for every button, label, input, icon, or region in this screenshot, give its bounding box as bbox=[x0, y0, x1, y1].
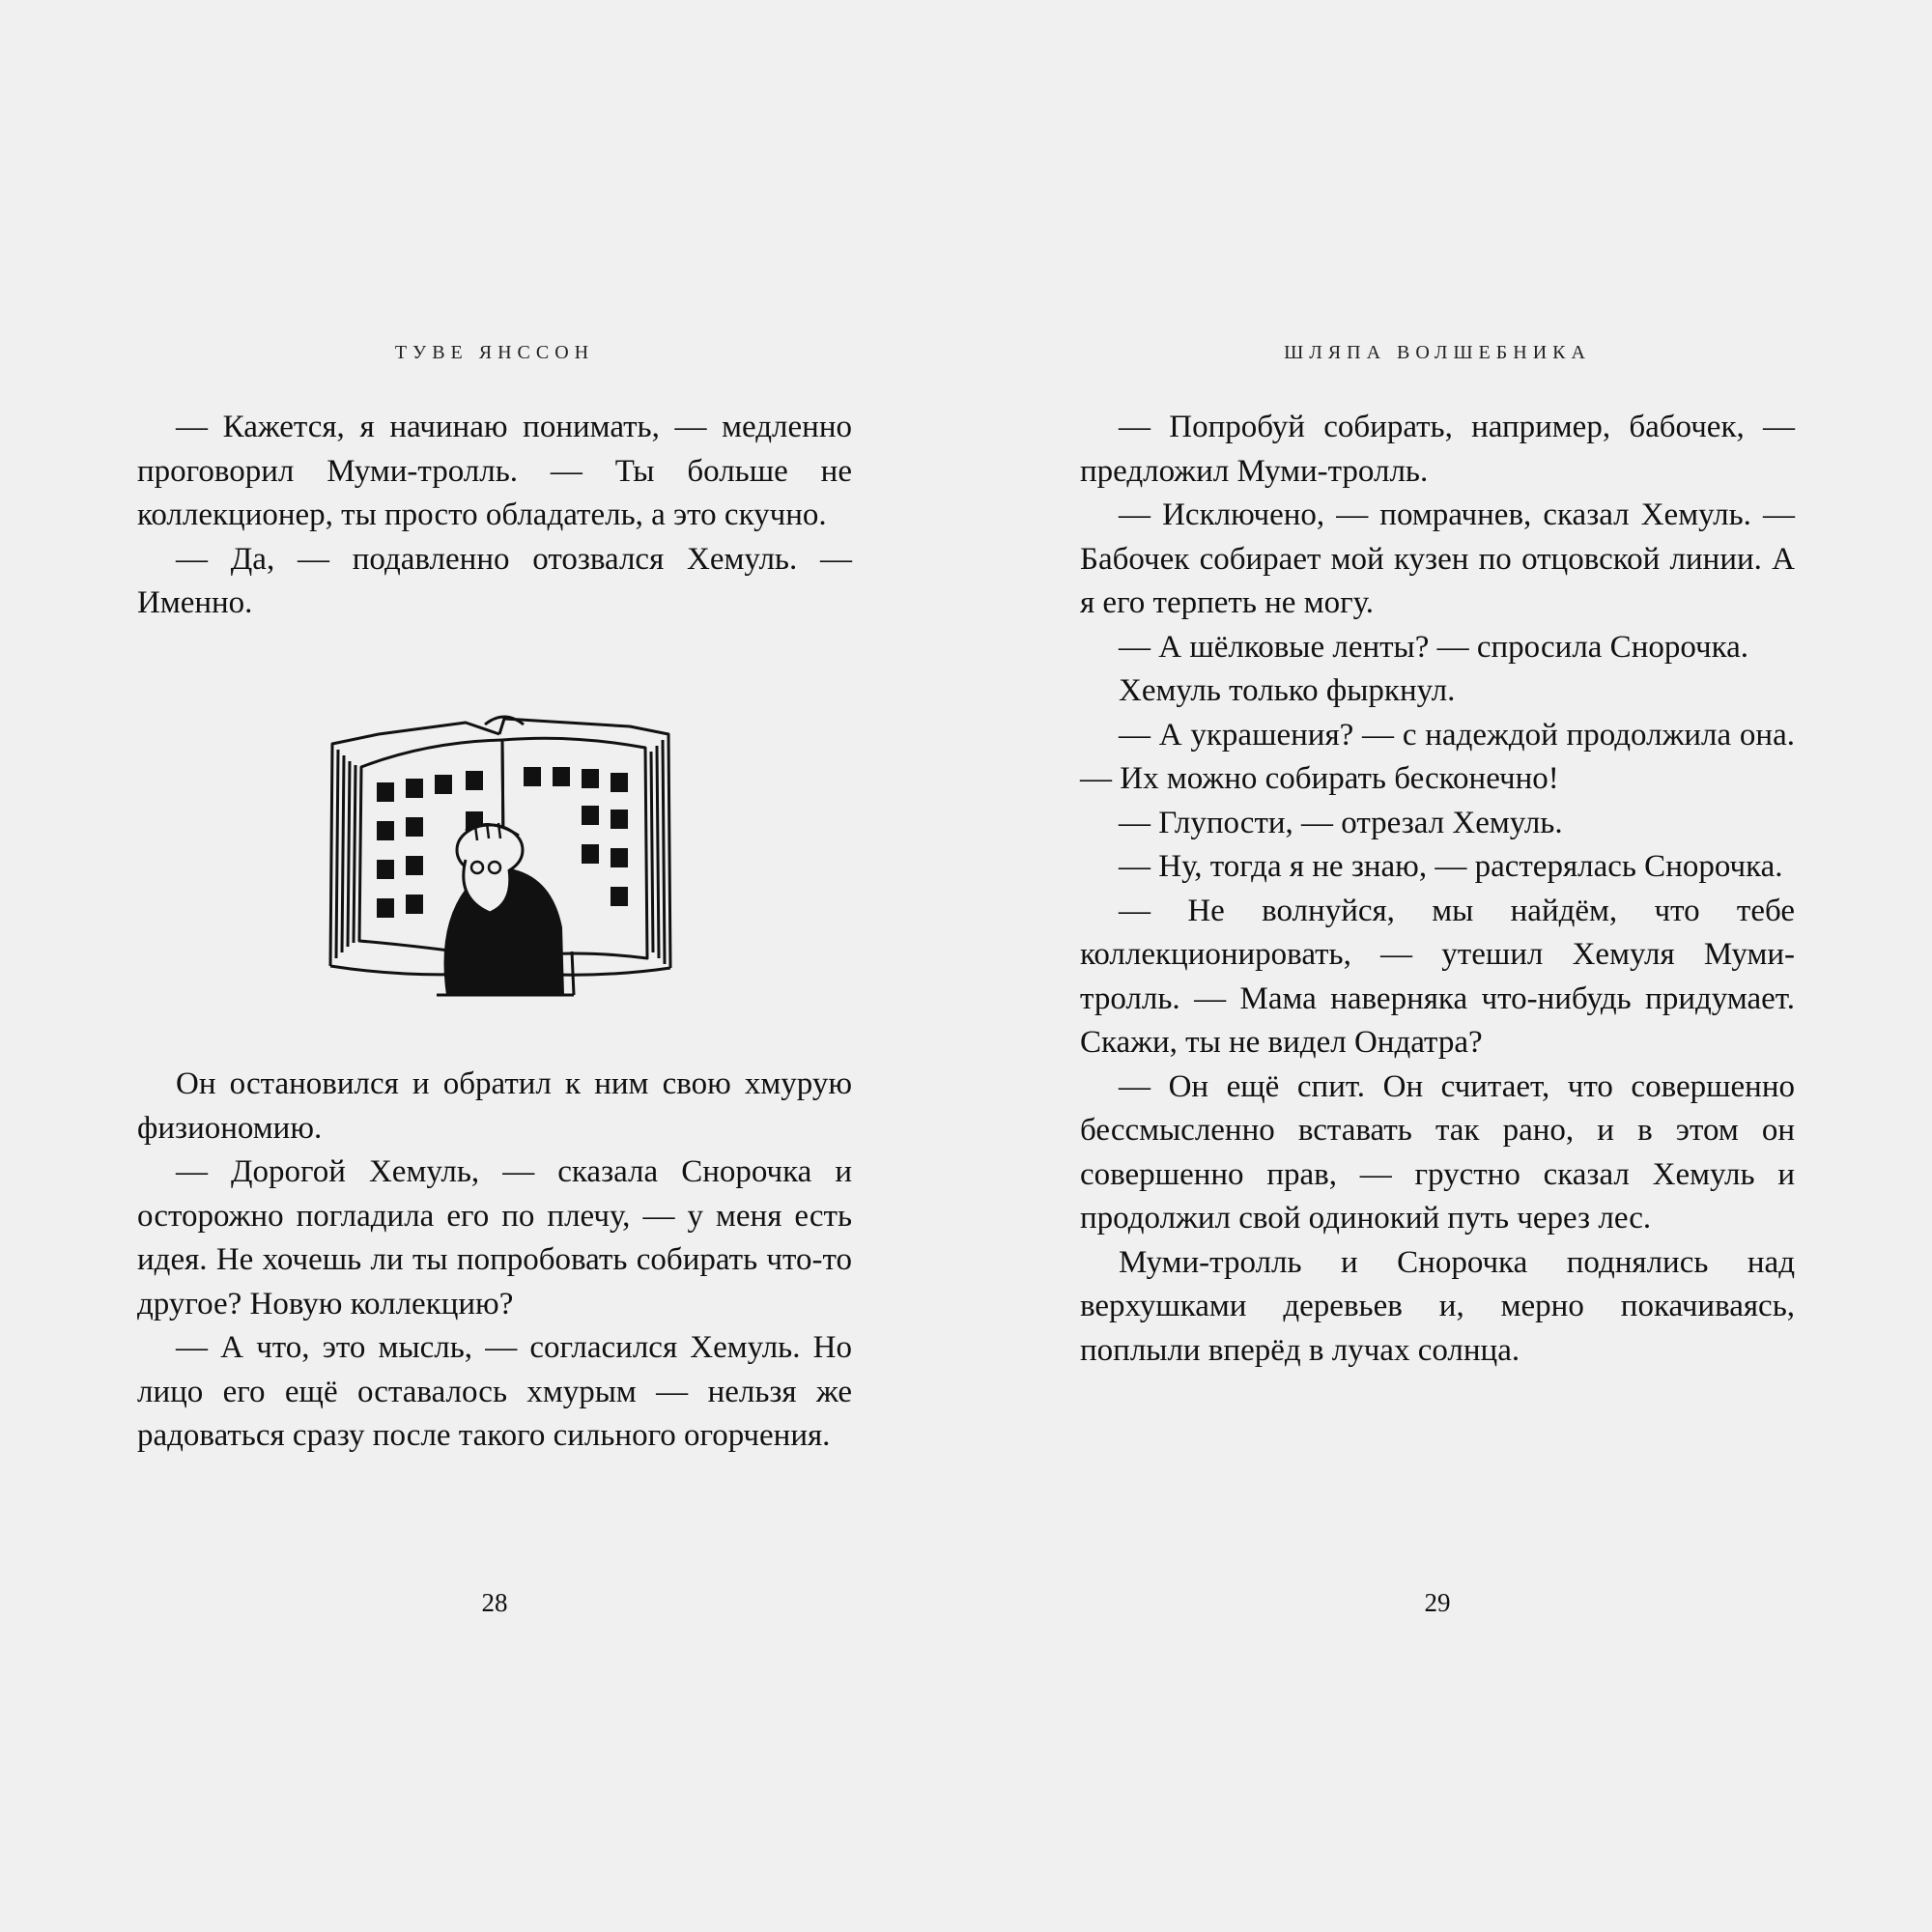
paragraph: Муми-тролль и Снорочка поднялись над верхушками деревьев и, мерно покачиваясь, поплыли вперёд в лучах солнца. bbox=[1080, 1244, 1795, 1368]
left-text-bottom bbox=[137, 1063, 852, 1459]
paragraph: — Ну, тогда я не знаю, — растерялась Снорочка. bbox=[1119, 849, 1783, 884]
right-text bbox=[1080, 406, 1795, 1373]
running-head-author: ТУВЕ ЯНССОН bbox=[394, 342, 595, 363]
paragraph: — Он ещё спит. Он считает, что совершенно бессмысленно вставать так рано, и в этом он совершенно прав, — грустно сказал Хемуль и продолжил свой одинокий путь через лес. bbox=[1080, 1068, 1795, 1236]
paragraph: Он остановился и обратил к ним свою хмурую физиономию. bbox=[137, 1066, 852, 1146]
left-text-top bbox=[137, 406, 852, 626]
paragraph: — Попробуй собирать, например, бабочек, — предложил Муми-тролль. bbox=[1080, 410, 1795, 489]
paragraph: — А что, это мысль, — согласился Хемуль. Но лицо его ещё оставалось хмурым — нельзя же радоваться сразу после такого сильного огорчения. bbox=[137, 1330, 852, 1453]
paragraph: — Дорогой Хемуль, — сказала Снорочка и осторожно погладила его по плечу, — у меня есть идея. Не хочешь ли ты попробовать собирать что-то другое? Новую коллекцию? bbox=[137, 1154, 852, 1321]
left-page bbox=[137, 0, 852, 1932]
paragraph: — А украшения? — с надеждой продолжила она. — Их можно собирать бесконечно! bbox=[1080, 717, 1795, 796]
paragraph: — Исключено, — помрачнев, сказал Хемуль. — Бабочек собирает мой кузен по отцовской линии. А я его терпеть не могу. bbox=[1080, 497, 1795, 620]
paragraph: — Да, — подавленно отозвался Хемуль. — Именно. bbox=[137, 541, 852, 620]
page-number: 29 bbox=[1424, 1588, 1451, 1617]
paragraph: — А шёлковые ленты? — спросила Снорочка. bbox=[1119, 629, 1749, 665]
paragraph: — Не волнуйся, мы найдём, что тебе коллекционировать, — утешил Хемуля Муми-тролль. — Мама наверняка что-нибудь придумает. Скажи, ты не видел Ондатра? bbox=[1080, 893, 1795, 1060]
paragraph: — Глупости, — отрезал Хемуль. bbox=[1119, 805, 1563, 840]
running-head-title: ШЛЯПА ВОЛШЕБНИКА bbox=[1284, 342, 1591, 363]
paragraph: — Кажется, я начинаю понимать, — медленно проговорил Муми-тролль. — Ты больше не коллекционер, ты просто обладатель, а это скучно. bbox=[137, 410, 852, 532]
right-page bbox=[1080, 0, 1795, 1932]
paragraph: Хемуль только фыркнул. bbox=[1119, 673, 1456, 708]
page-number: 28 bbox=[481, 1588, 508, 1617]
hemulen-album-illustration bbox=[321, 705, 688, 1024]
